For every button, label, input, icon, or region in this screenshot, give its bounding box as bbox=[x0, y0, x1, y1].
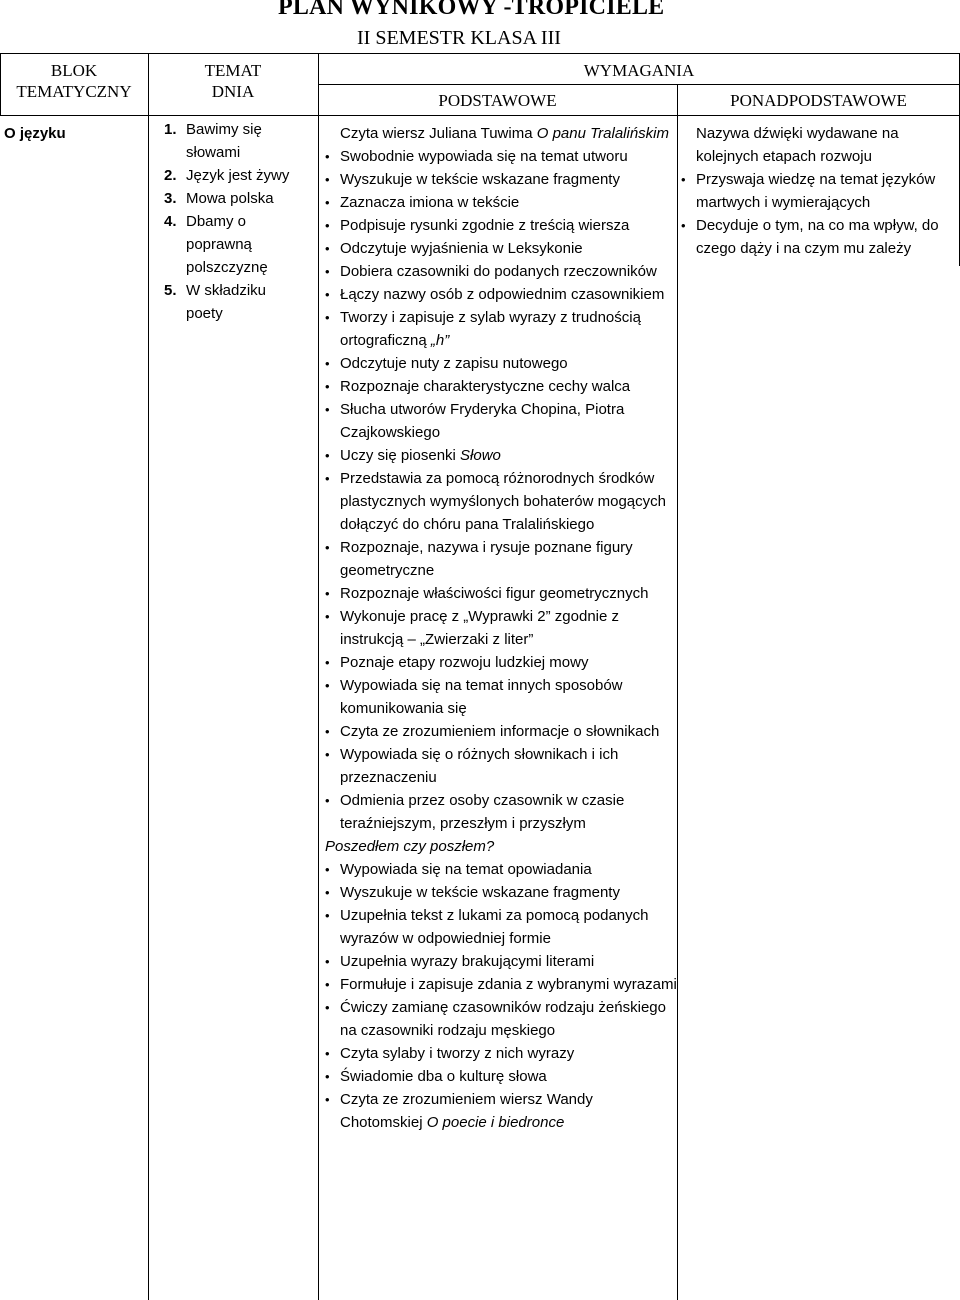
bullet-icon: • bbox=[325, 356, 330, 371]
table-top-border bbox=[0, 53, 960, 54]
basic-item bbox=[325, 214, 677, 237]
bullet-icon: • bbox=[325, 908, 330, 923]
basic-item bbox=[325, 881, 677, 904]
basic-item-text: Podpisuje rysunki zgodnie z treścią wiersza bbox=[340, 217, 630, 234]
bullet-icon: • bbox=[325, 379, 330, 394]
bullet-icon: • bbox=[325, 264, 330, 279]
basic-item-italic: „h” bbox=[430, 332, 450, 349]
basic-item-text: Czyta ze zrozumieniem informacje o słownikach bbox=[340, 723, 660, 740]
bullet-icon: • bbox=[325, 1000, 330, 1015]
bullet-icon: • bbox=[325, 540, 330, 555]
basic-requirements-list bbox=[325, 122, 677, 1134]
topic-text: Mowa polska bbox=[186, 190, 274, 207]
basic-item-text: Poznaje etapy rozwoju ludzkiej mowy bbox=[340, 654, 589, 671]
bullet-icon: • bbox=[325, 678, 330, 693]
basic-item bbox=[325, 1088, 677, 1134]
bullet-icon: • bbox=[325, 954, 330, 969]
basic-item-text: Uzupełnia tekst z lukami za pomocą podanych wyrazów w odpowiedniej formie bbox=[340, 907, 649, 947]
basic-item-text: Przedstawia za pomocą różnorodnych środków plastycznych wymyślonych bohaterów mogących dołączyć do chóru pana Tralalińskiego bbox=[340, 470, 666, 533]
header-blok-line2: TEMATYCZNY bbox=[16, 82, 132, 101]
basic-item bbox=[325, 605, 677, 651]
basic-item-text: Rozpoznaje charakterystyczne cechy walca bbox=[340, 378, 631, 395]
header-blok-line1: BLOK bbox=[50, 61, 98, 80]
basic-item bbox=[325, 283, 677, 306]
basic-item bbox=[325, 1065, 677, 1088]
bullet-icon: • bbox=[325, 885, 330, 900]
bullet-icon: • bbox=[325, 241, 330, 256]
basic-item bbox=[325, 168, 677, 191]
basic-item bbox=[325, 1042, 677, 1065]
topic-item bbox=[154, 164, 302, 187]
bullet-icon: • bbox=[325, 793, 330, 808]
basic-item-text: Słucha utworów Fryderyka Chopina, Piotra Czajkowskiego bbox=[340, 401, 625, 441]
header-temat-line1: TEMAT bbox=[204, 61, 262, 80]
basic-item-italic: O poecie i biedronce bbox=[426, 1114, 565, 1131]
basic-item-text: Odmienia przez osoby czasownik w czasie teraźniejszym, przeszłym i przyszłym bbox=[340, 792, 625, 832]
advanced-requirements bbox=[681, 122, 960, 260]
bullet-icon: • bbox=[325, 310, 330, 325]
advanced-item bbox=[681, 214, 960, 260]
advanced-intro: Nazywa dźwięki wydawane na kolejnych etapach rozwoju bbox=[696, 125, 899, 165]
basic-item-text: Zaznacza imiona w tekście bbox=[340, 194, 520, 211]
basic-item-text: Wypowiada się o różnych słownikach i ich przeznaczeniu bbox=[340, 746, 619, 786]
wymagania-divider bbox=[318, 84, 960, 85]
header-wymagania: WYMAGANIA bbox=[583, 61, 695, 80]
basic-item-text: Wyszukuje w tekście wskazane fragmenty bbox=[340, 884, 620, 901]
basic-item bbox=[325, 858, 677, 881]
header-podstawowe: PODSTAWOWE bbox=[438, 91, 557, 110]
basic-item bbox=[325, 352, 677, 375]
story-title: Poszedłem czy poszłem? bbox=[325, 838, 495, 855]
basic-item bbox=[325, 145, 677, 168]
bullet-icon: • bbox=[325, 609, 330, 624]
bullet-icon: • bbox=[681, 218, 686, 233]
basic-item bbox=[325, 536, 677, 582]
topic-number: 2. bbox=[164, 167, 177, 184]
basic-item-text: Czyta ze zrozumieniem wiersz Wandy Chotomskiej bbox=[340, 1091, 593, 1131]
bullet-icon: • bbox=[325, 172, 330, 187]
advanced-item bbox=[681, 168, 960, 214]
bullet-icon: • bbox=[325, 747, 330, 762]
topic-number: 1. bbox=[164, 121, 177, 138]
basic-item bbox=[325, 743, 677, 789]
bullet-icon: • bbox=[325, 1069, 330, 1084]
basic-item-text: Wypowiada się na temat opowiadania bbox=[340, 861, 592, 878]
basic-item-text: Wykonuje pracę z „Wyprawki 2” zgodnie z instrukcją – „Zwierzaki z liter” bbox=[340, 608, 620, 648]
blok-value: O języku bbox=[4, 125, 66, 142]
basic-item bbox=[325, 904, 677, 950]
basic-item-text: Uczy się piosenki bbox=[340, 447, 461, 464]
bullet-icon: • bbox=[325, 655, 330, 670]
bullet-icon: • bbox=[325, 1092, 330, 1107]
basic-item-text: Swobodnie wypowiada się na temat utworu bbox=[340, 148, 628, 165]
basic-item bbox=[325, 444, 677, 467]
advanced-item-text: Przyswaja wiedzę na temat języków martwych i wymierających bbox=[696, 171, 936, 211]
bullet-icon: • bbox=[325, 724, 330, 739]
topic-number: 5. bbox=[164, 282, 177, 299]
basic-item-italic: Słowo bbox=[460, 447, 501, 464]
basic-item bbox=[325, 950, 677, 973]
basic-item-text: Czyta wiersz Juliana Tuwima bbox=[340, 125, 537, 142]
header-bottom-border bbox=[0, 115, 960, 116]
document-subtitle: II SEMESTR KLASA III bbox=[357, 27, 561, 49]
basic-item bbox=[325, 191, 677, 214]
basic-item-text: Ćwiczy zamianę czasowników rodzaju żeńskiego na czasowniki rodzaju męskiego bbox=[340, 999, 666, 1039]
basic-item bbox=[325, 973, 677, 996]
column-divider-4 bbox=[677, 84, 678, 1300]
bullet-icon: • bbox=[325, 862, 330, 877]
bullet-icon: • bbox=[325, 218, 330, 233]
bullet-icon: • bbox=[325, 448, 330, 463]
basic-item bbox=[325, 375, 677, 398]
topic-item bbox=[154, 279, 302, 325]
column-divider-3 bbox=[318, 53, 319, 1300]
basic-item-text: Rozpoznaje, nazywa i rysuje poznane figury geometryczne bbox=[340, 539, 633, 579]
advanced-list bbox=[681, 168, 960, 260]
column-divider-2 bbox=[148, 53, 149, 1300]
basic-item-text: Wypowiada się na temat innych sposobów komunikowania się bbox=[340, 677, 623, 717]
bullet-icon: • bbox=[681, 172, 686, 187]
basic-item-text: Odczytuje wyjaśnienia w Leksykonie bbox=[340, 240, 583, 257]
topic-text: Bawimy się słowami bbox=[186, 121, 262, 161]
basic-item-text: Tworzy i zapisuje z sylab wyrazy z trudnością ortograficzną bbox=[340, 309, 641, 349]
header-ponadpodstawowe: PONADPODSTAWOWE bbox=[730, 91, 907, 110]
basic-item bbox=[325, 674, 677, 720]
basic-item-text: Dobiera czasowniki do podanych rzeczowników bbox=[340, 263, 657, 280]
basic-item-text: Łączy nazwy osób z odpowiednim czasownikiem bbox=[340, 286, 665, 303]
basic-item-text: Czyta sylaby i tworzy z nich wyrazy bbox=[340, 1045, 575, 1062]
bullet-icon: • bbox=[325, 287, 330, 302]
topic-list bbox=[154, 118, 302, 325]
basic-item bbox=[325, 789, 677, 835]
basic-item bbox=[325, 398, 677, 444]
basic-item bbox=[325, 996, 677, 1042]
basic-item bbox=[325, 260, 677, 283]
basic-item bbox=[325, 237, 677, 260]
header-temat-line2: DNIA bbox=[211, 82, 255, 101]
bullet-icon: • bbox=[325, 402, 330, 417]
basic-item-text: Uzupełnia wyrazy brakującymi literami bbox=[340, 953, 595, 970]
document-title: PLAN WYNIKOWY -TROPICIELE bbox=[278, 0, 665, 20]
basic-item-text: Rozpoznaje właściwości figur geometrycznych bbox=[340, 585, 649, 602]
basic-item bbox=[325, 651, 677, 674]
topic-number: 4. bbox=[164, 213, 177, 230]
topic-text: Dbamy o poprawną polszczyznę bbox=[186, 213, 268, 276]
basic-item-text: Świadomie dba o kulturę słowa bbox=[340, 1068, 547, 1085]
bullet-icon: • bbox=[325, 1046, 330, 1061]
basic-item-text: Wyszukuje w tekście wskazane fragmenty bbox=[340, 171, 620, 188]
bullet-icon: • bbox=[325, 149, 330, 164]
basic-item-italic: O panu Tralalińskim bbox=[536, 125, 670, 142]
basic-item bbox=[325, 720, 677, 743]
topic-number: 3. bbox=[164, 190, 177, 207]
basic-item-text: Formułuje i zapisuje zdania z wybranymi wyrazami bbox=[340, 976, 677, 993]
advanced-item-text: Decyduje o tym, na co ma wpływ, do czego dąży i na czym mu zależy bbox=[696, 217, 939, 257]
topic-item bbox=[154, 187, 302, 210]
topic-text: Język jest żywy bbox=[186, 167, 290, 184]
bullet-icon: • bbox=[325, 471, 330, 486]
bullet-icon: • bbox=[325, 586, 330, 601]
bullet-icon: • bbox=[325, 195, 330, 210]
basic-item bbox=[325, 306, 677, 352]
bullet-icon: • bbox=[325, 977, 330, 992]
header-blok bbox=[0, 60, 148, 102]
basic-item-text: Odczytuje nuty z zapisu nutowego bbox=[340, 355, 568, 372]
basic-item-intro bbox=[325, 122, 677, 145]
topic-text: W składziku poety bbox=[186, 282, 267, 322]
basic-item bbox=[325, 582, 677, 605]
topic-item bbox=[154, 210, 302, 279]
topic-item bbox=[154, 118, 302, 164]
basic-item bbox=[325, 467, 677, 536]
header-temat bbox=[148, 60, 318, 102]
